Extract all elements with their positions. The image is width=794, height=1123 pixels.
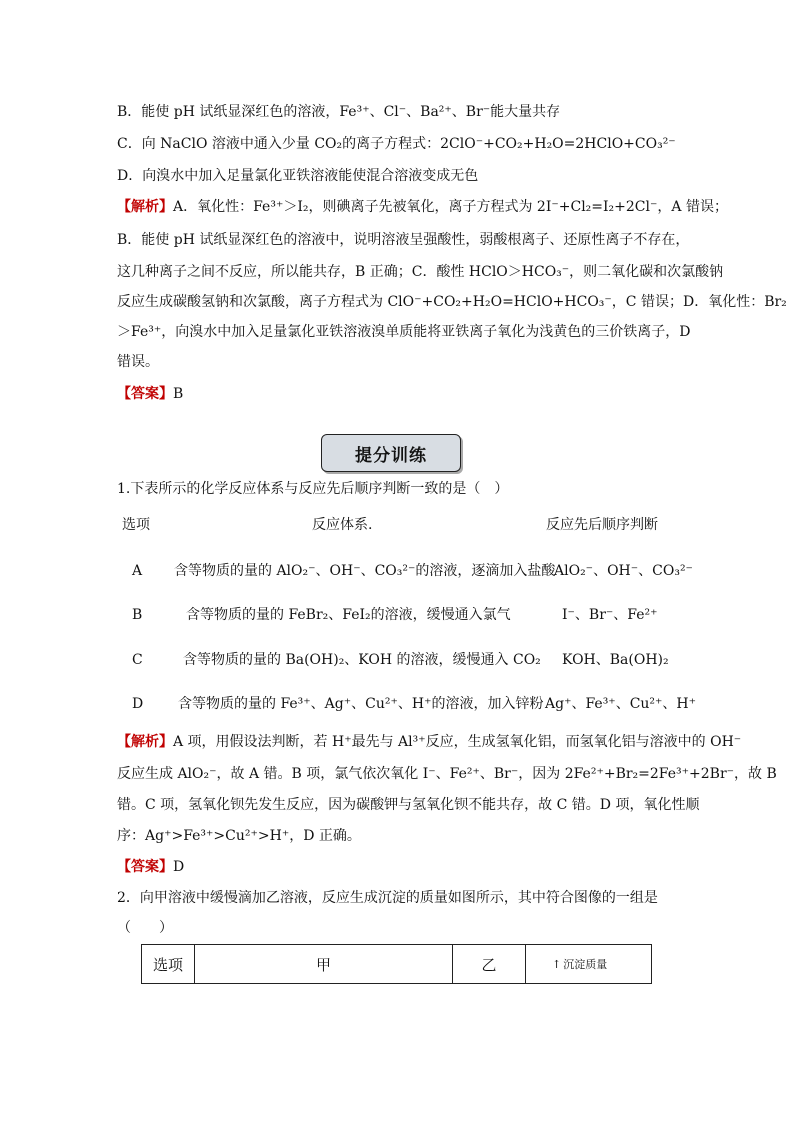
option-b: B．能使 pH 试纸显深红色的溶液，Fe³⁺、Cl⁻、Ba²⁺、Br⁻能大量共存 xyxy=(117,104,561,120)
option-d: D．向溴水中加入足量氯化亚铁溶液能使混合溶液变成无色 xyxy=(117,168,479,184)
analysis-line-2: B．能使 pH 试纸显深红色的溶液中，说明溶液呈强酸性，弱酸根离子、还原性离子不存在， xyxy=(117,232,690,248)
answer-line xyxy=(117,384,183,404)
q2-header-jia: 甲 xyxy=(195,945,453,983)
analysis-tag: 【解析】 xyxy=(117,199,173,215)
analysis-text: A．氧化性：Fe³⁺＞I₂，则碘离子先被氧化，离子方程式为 2I⁻+Cl₂=I₂+2Cl⁻，A 错误； xyxy=(173,199,728,215)
analysis-line-4: 反应生成碳酸氢钠和次氯酸，离子方程式为 ClO⁻+CO₂+H₂O=HClO+HCO₃⁻，C 错误；D．氧化性：Br₂ xyxy=(117,294,787,310)
q1-row-d-opt: D xyxy=(132,696,144,712)
analysis-line-3: 这几种离子之间不反应，所以能共存，B 正确；C．酸性 HClO＞HCO₃⁻，则二氧化碳和次氯酸钠 xyxy=(117,264,724,280)
q1-row-c-system: 含等物质的量的 Ba(OH)₂、KOH 的溶液，缓慢通入 CO₂ xyxy=(183,652,541,668)
q1-row-d-order: Ag⁺、Fe³⁺、Cu²⁺、H⁺ xyxy=(545,696,697,712)
q1-row-b-order: I⁻、Br⁻、Fe²⁺ xyxy=(562,607,658,623)
q2-header-option: 选项 xyxy=(142,945,195,983)
q1-stem: 1.下表所示的化学反应体系与反应先后顺序判断一致的是（ ） xyxy=(117,481,509,497)
q2-header-graph xyxy=(526,945,651,983)
q1-row-b-opt: B xyxy=(132,607,143,623)
answer-value: B xyxy=(173,386,184,402)
q2-stem-line-2: （ ） xyxy=(117,920,173,936)
q1-analysis-line-3: 错。C 项，氢氧化钡先发生反应，因为碳酸钾与氢氧化钡不能共存，故 C 错。D 项，氧化性顺 xyxy=(117,797,700,813)
analysis-line-6: 错误。 xyxy=(117,354,159,370)
q2-graph-ylabel: 沉淀质量 xyxy=(563,958,608,971)
q1-answer-tag: 【答案】 xyxy=(117,859,173,875)
q1-analysis-tag: 【解析】 xyxy=(117,734,173,750)
q1-row-b-system: 含等物质的量的 FeBr₂、FeI₂的溶液，缓慢通入氯气 xyxy=(186,607,511,623)
analysis-line-5: ＞Fe³⁺，向溴水中加入足量氯化亚铁溶液溴单质能将亚铁离子氧化为浅黄色的三价铁离子，D xyxy=(117,324,691,340)
q2-stem-line-1: 2．向甲溶液中缓慢滴加乙溶液，反应生成沉淀的质量如图所示，其中符合图像的一组是 xyxy=(117,890,658,906)
option-c: C．向 NaClO 溶液中通入少量 CO₂的离子方程式：2ClO⁻+CO₂+H₂O=2HClO+CO₃²⁻ xyxy=(117,136,676,152)
q1-header-option: 选项 xyxy=(122,517,150,533)
axis-arrow-icon: ↑ xyxy=(552,957,562,971)
q1-analysis-line-4: 序：Ag⁺>Fe³⁺>Cu²⁺>H⁺，D 正确。 xyxy=(117,828,361,844)
q1-row-c-order: KOH、Ba(OH)₂ xyxy=(562,652,669,668)
q1-row-c-opt: C xyxy=(132,652,143,668)
q2-table xyxy=(141,944,652,984)
q1-answer-value: D xyxy=(173,859,185,875)
q1-analysis-text: A 项，用假设法判断，若 H⁺最先与 Al³⁺反应，生成氢氧化铝，而氢氧化铝与溶液中的 OH⁻ xyxy=(173,734,742,750)
section-title: 提分训练 xyxy=(321,434,461,472)
q1-header-order: 反应先后顺序判断 xyxy=(546,517,658,533)
q1-answer-line xyxy=(117,857,184,877)
q1-header-system: 反应体系. xyxy=(312,517,373,533)
answer-tag: 【答案】 xyxy=(117,386,173,402)
q1-row-a-order: AlO₂⁻、OH⁻、CO₃²⁻ xyxy=(554,563,693,579)
q1-row-d-system: 含等物质的量的 Fe³⁺、Ag⁺、Cu²⁺、H⁺的溶液，加入锌粉 xyxy=(178,696,544,712)
q1-analysis-line-1 xyxy=(117,732,741,752)
q1-row-a-system: 含等物质的量的 AlO₂⁻、OH⁻、CO₃²⁻的溶液，逐滴加入盐酸 xyxy=(174,563,556,579)
q1-row-a-opt: A xyxy=(132,563,143,579)
q2-header-yi: 乙 xyxy=(453,945,526,983)
q1-analysis-line-2: 反应生成 AlO₂⁻，故 A 错。B 项，氯气依次氧化 I⁻、Fe²⁺、Br⁻，因为 2Fe²⁺+Br₂=2Fe³⁺+2Br⁻，故 B xyxy=(117,766,777,782)
analysis-line-1 xyxy=(117,197,728,217)
